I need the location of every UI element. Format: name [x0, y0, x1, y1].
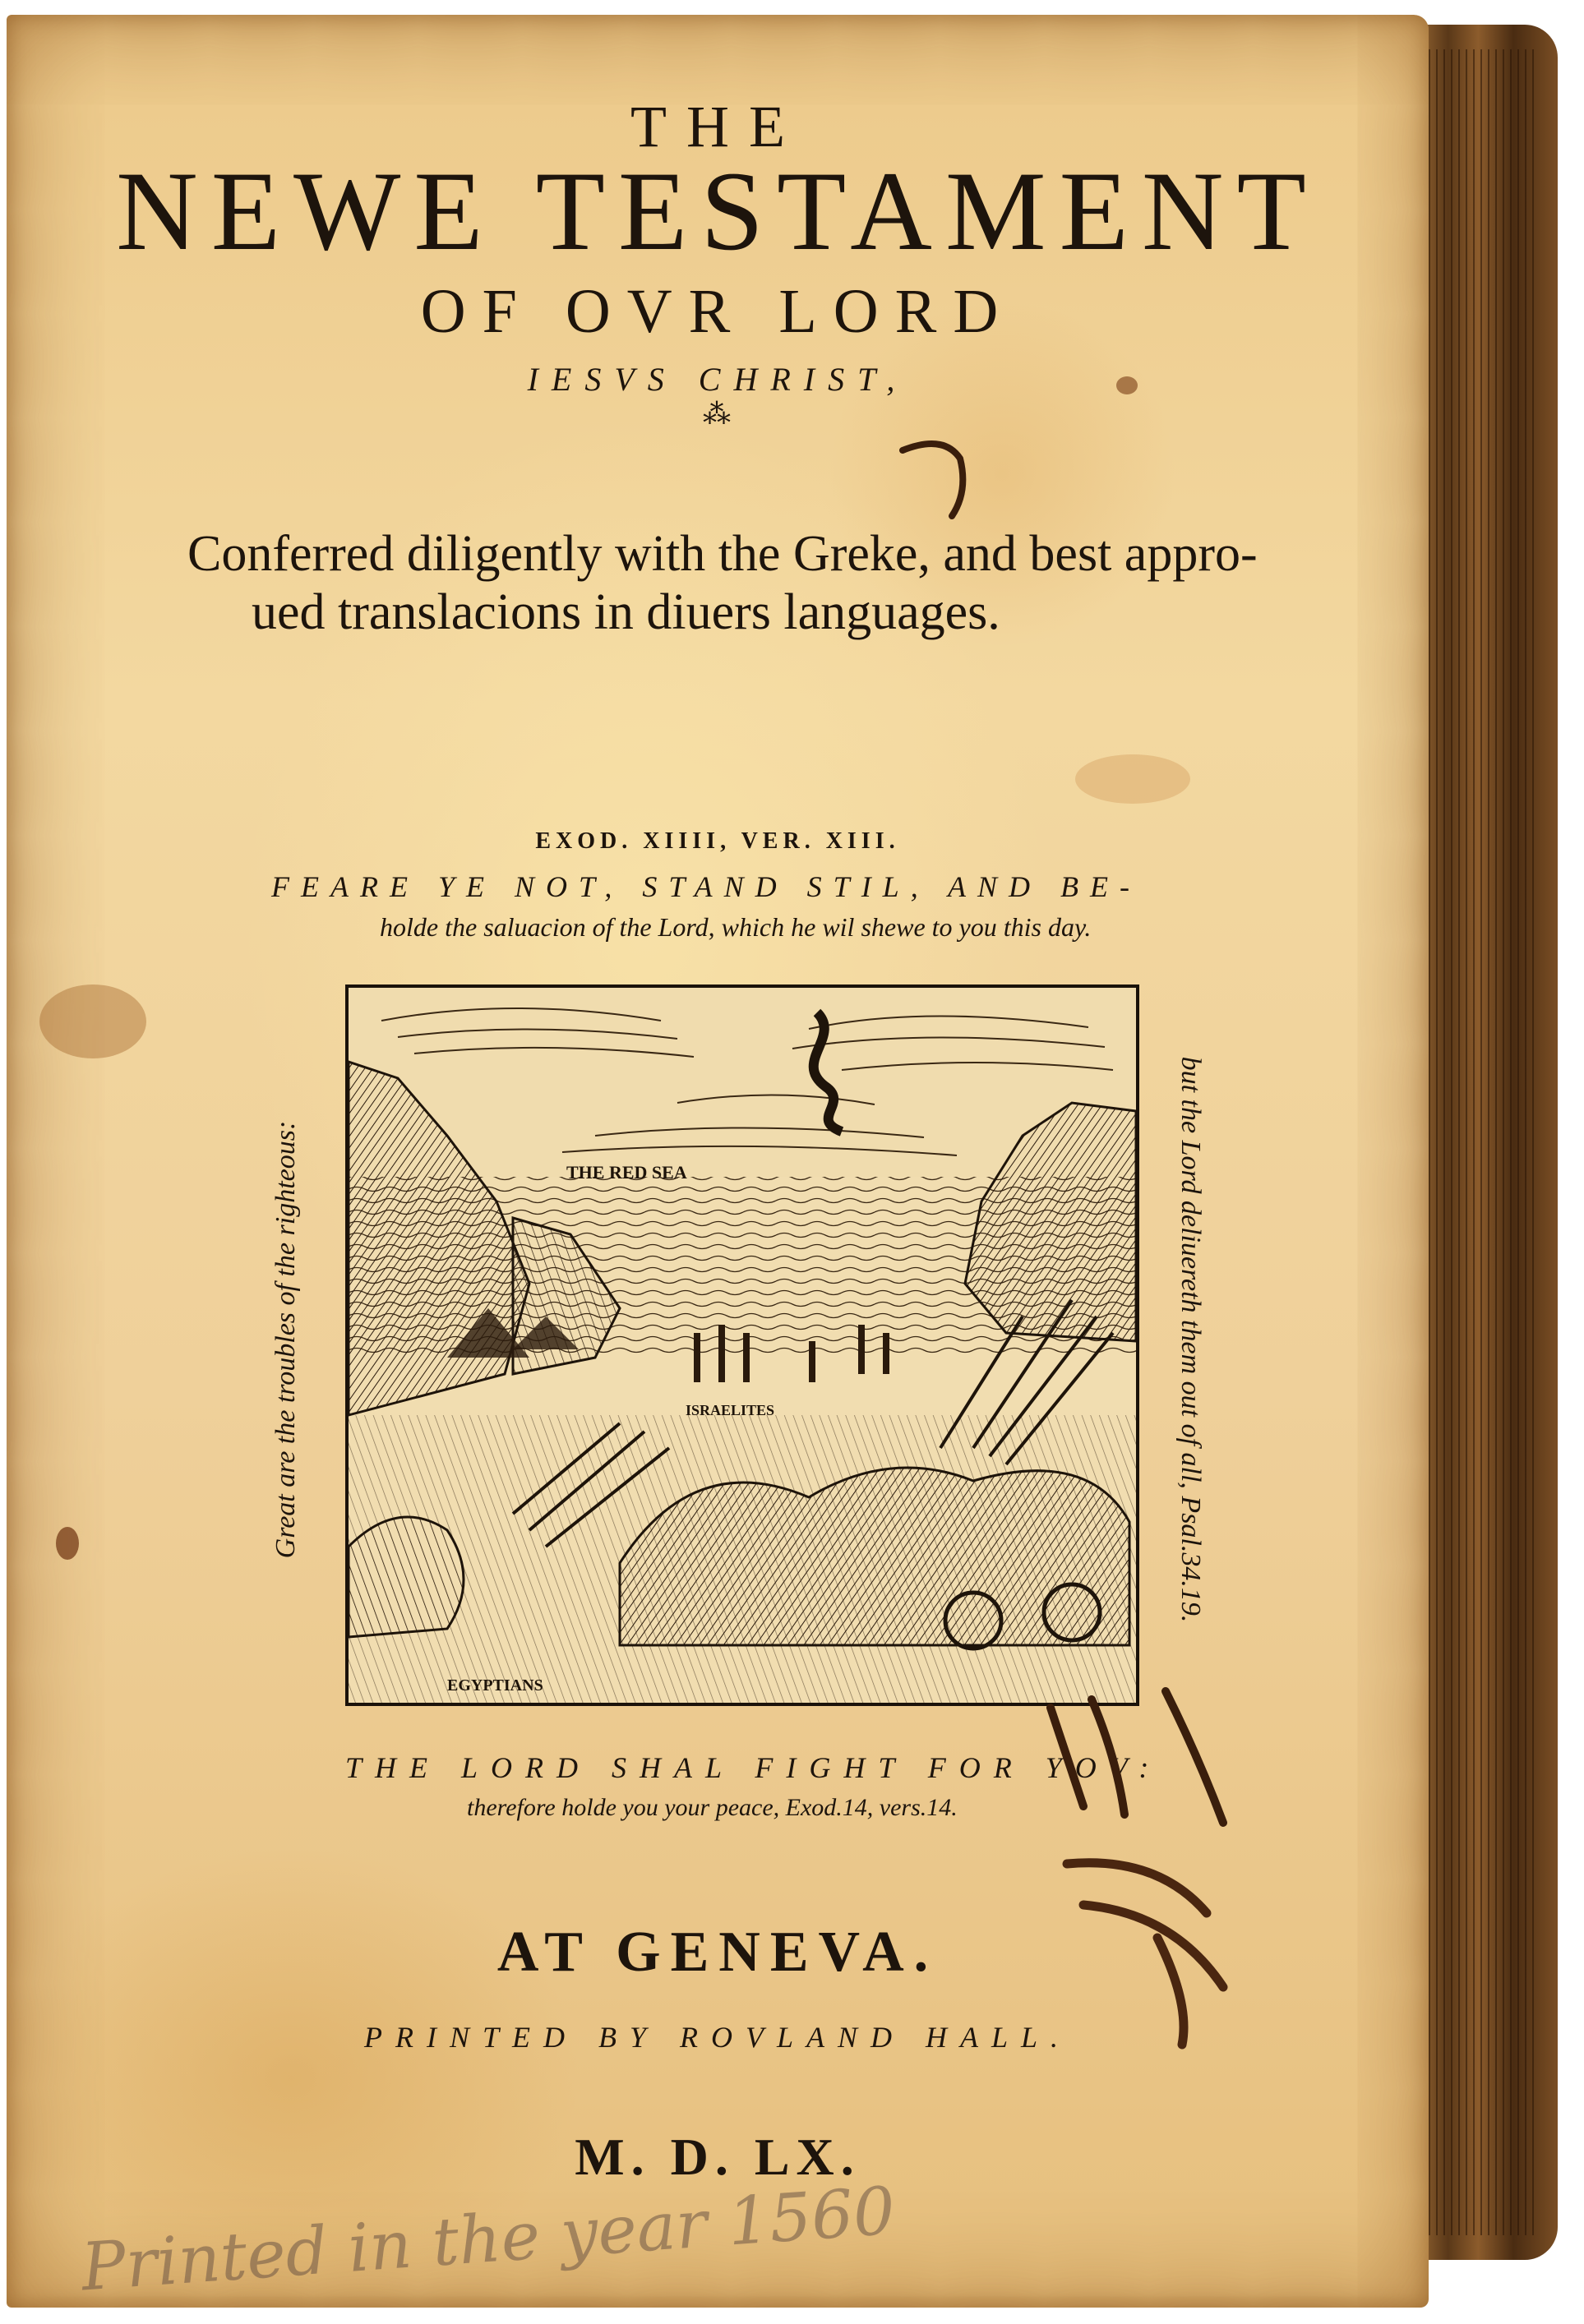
title-line-the: THE [630, 94, 805, 159]
subtitle-line-2: ued translacions in diuers languages. [252, 584, 1000, 640]
red-sea-woodcut [345, 984, 1139, 1706]
title-line-newe-testament: NEWE TESTAMENT [116, 148, 1319, 274]
subtitle-line-1: Conferred diligently with the Greke, and best appro- [187, 526, 1258, 582]
stain [39, 984, 146, 1058]
horses-and-soldiers [620, 1468, 1129, 1645]
label-israelites: ISRAELITES [686, 1402, 775, 1418]
stain [1075, 754, 1190, 804]
label-egyptians: EGYPTIANS [447, 1676, 543, 1695]
label-red-sea: THE RED SEA [566, 1162, 687, 1183]
ink-mark [1034, 1683, 1248, 1831]
ink-mark [1059, 1839, 1272, 2053]
handwritten-note: Printed in the year 1560 [78, 2172, 898, 2306]
ornament-asterism: ⁂ [703, 399, 732, 430]
imprint-year: M. D. LX. [575, 2128, 861, 2186]
woodcut-side-text-left: Great are the troubles of the righteous: [270, 1120, 301, 1559]
page-block-lines [1414, 49, 1537, 2235]
motto-bottom-line-2: therefore holde you your peace, Exod.14, vers.14. [467, 1794, 958, 1821]
stain [56, 1527, 79, 1560]
exodus-reference: EXOD. XIIII, VER. XIII. [535, 828, 900, 854]
title-line-iesus-christ: IESVS CHRIST, [527, 361, 908, 398]
motto-bottom-line-1: THE LORD SHAL FIGHT FOR YOV: [345, 1751, 1162, 1784]
imprint-printer: PRINTED BY ROVLAND HALL. [363, 2021, 1072, 2054]
ink-mark [894, 426, 993, 524]
imprint-place: AT GENEVA. [496, 1921, 939, 1984]
rider [349, 1517, 464, 1637]
title-page [7, 15, 1429, 2308]
woodcut-illustration [349, 988, 1136, 1703]
motto-top-line-2: holde the saluacion of the Lord, which he wil shewe to you this day. [380, 912, 1092, 942]
motto-top-line-1: FEARE YE NOT, STAND STIL, AND BE- [271, 870, 1142, 903]
woodcut-side-text-right: but the Lord deliuereth them out of all, Psal.34.19. [1175, 1056, 1206, 1623]
title-line-of-our-lord: OF OVR LORD [420, 277, 1015, 346]
